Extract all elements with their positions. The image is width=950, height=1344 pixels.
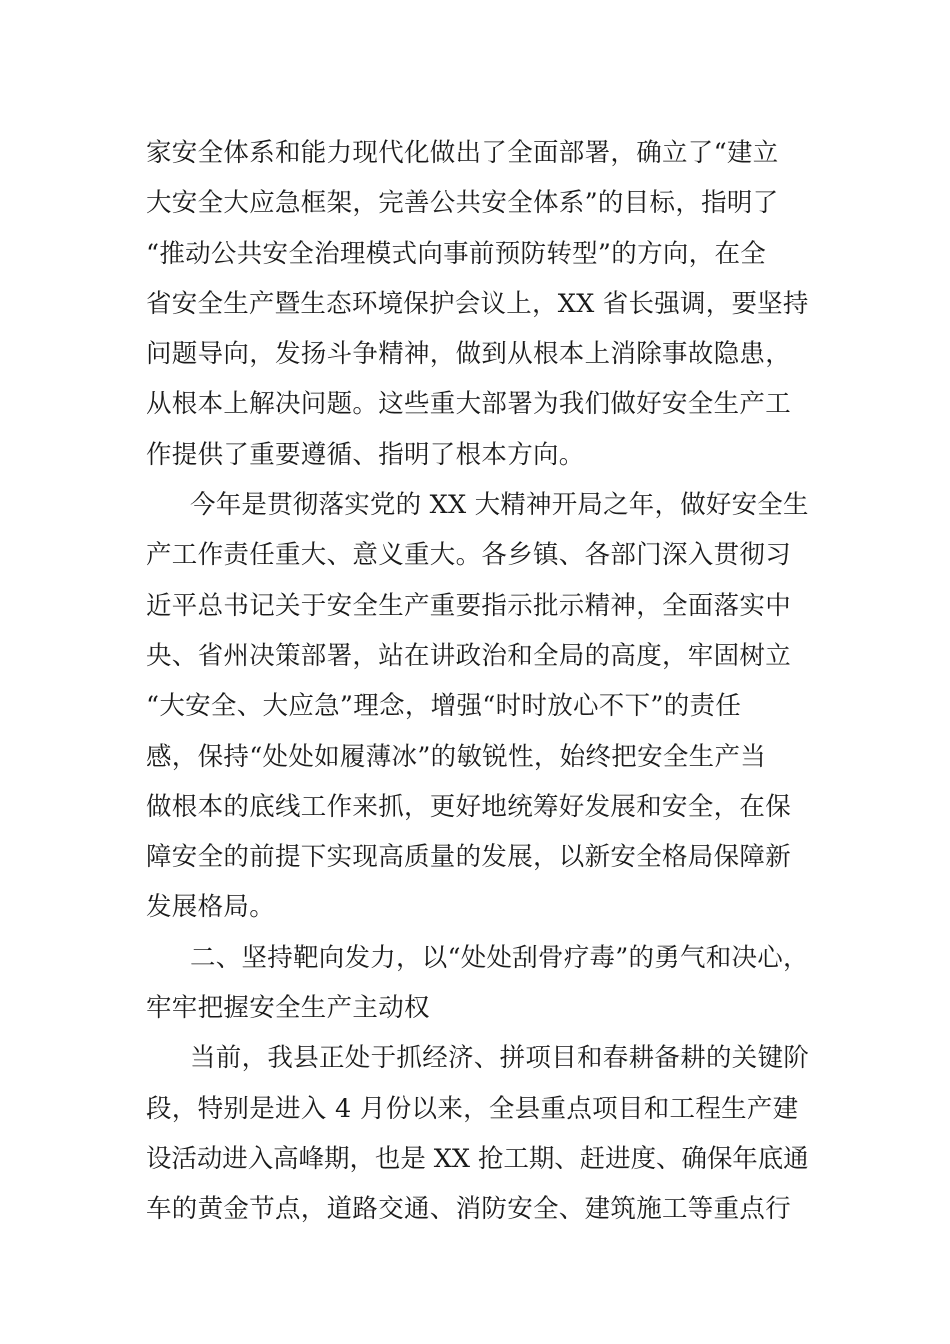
section-heading-continued: 牢牢把握安全生产主动权 [146, 993, 430, 1024]
text-line: 大安全大应急框架，完善公共安全体系”的目标，指明了 [146, 188, 779, 219]
text-line: 障安全的前提下实现高质量的发展，以新安全格局保障新 [146, 842, 792, 873]
text-line: 从根本上解决问题。这些重大部署为我们做好安全生产工 [146, 389, 792, 420]
paragraph-first-line: 当前，我县正处于抓经济、拼项目和春耕备耕的关键阶 [190, 1043, 810, 1074]
text-line: 问题导向，发扬斗争精神，做到从根本上消除事故隐患， [146, 339, 792, 370]
text-line: 做根本的底线工作来抓，更好地统筹好发展和安全，在保 [146, 791, 792, 822]
paragraph-first-line: 今年是贯彻落实党的 XX 大精神开局之年，做好安全生 [190, 490, 809, 521]
text-line: 感，保持“处处如履薄冰”的敏锐性，始终把安全生产当 [146, 741, 767, 772]
section-heading: 二、坚持靶向发力，以“处处刮骨疗毒”的勇气和决心， [190, 942, 809, 973]
text-line: 发展格局。 [146, 892, 276, 923]
text-line: 车的黄金节点，道路交通、消防安全、建筑施工等重点行 [146, 1194, 792, 1225]
text-line: “推动公共安全治理模式向事前预防转型”的方向，在全 [146, 238, 767, 269]
text-line: 近平总书记关于安全生产重要指示批示精神，全面落实中 [146, 590, 792, 621]
text-line: 家安全体系和能力现代化做出了全面部署，确立了“建立 [146, 138, 779, 168]
text-line: 段，特别是进入 4 月份以来，全县重点项目和工程生产建 [146, 1093, 799, 1124]
document-body [146, 128, 810, 1235]
text-line: “大安全、大应急”理念，增强“时时放心不下”的责任 [146, 691, 742, 722]
text-line: 设活动进入高峰期，也是 XX 抢工期、赶进度、确保年底通 [146, 1143, 809, 1174]
text-line: 作提供了重要遵循、指明了根本方向。 [146, 439, 585, 470]
text-line: 产工作责任重大、意义重大。各乡镇、各部门深入贯彻习 [146, 540, 792, 571]
text-line: 央、省州决策部署，站在讲政治和全局的高度，牢固树立 [146, 640, 792, 671]
text-line: 省安全生产暨生态环境保护会议上，XX 省长强调，要坚持 [146, 288, 809, 319]
